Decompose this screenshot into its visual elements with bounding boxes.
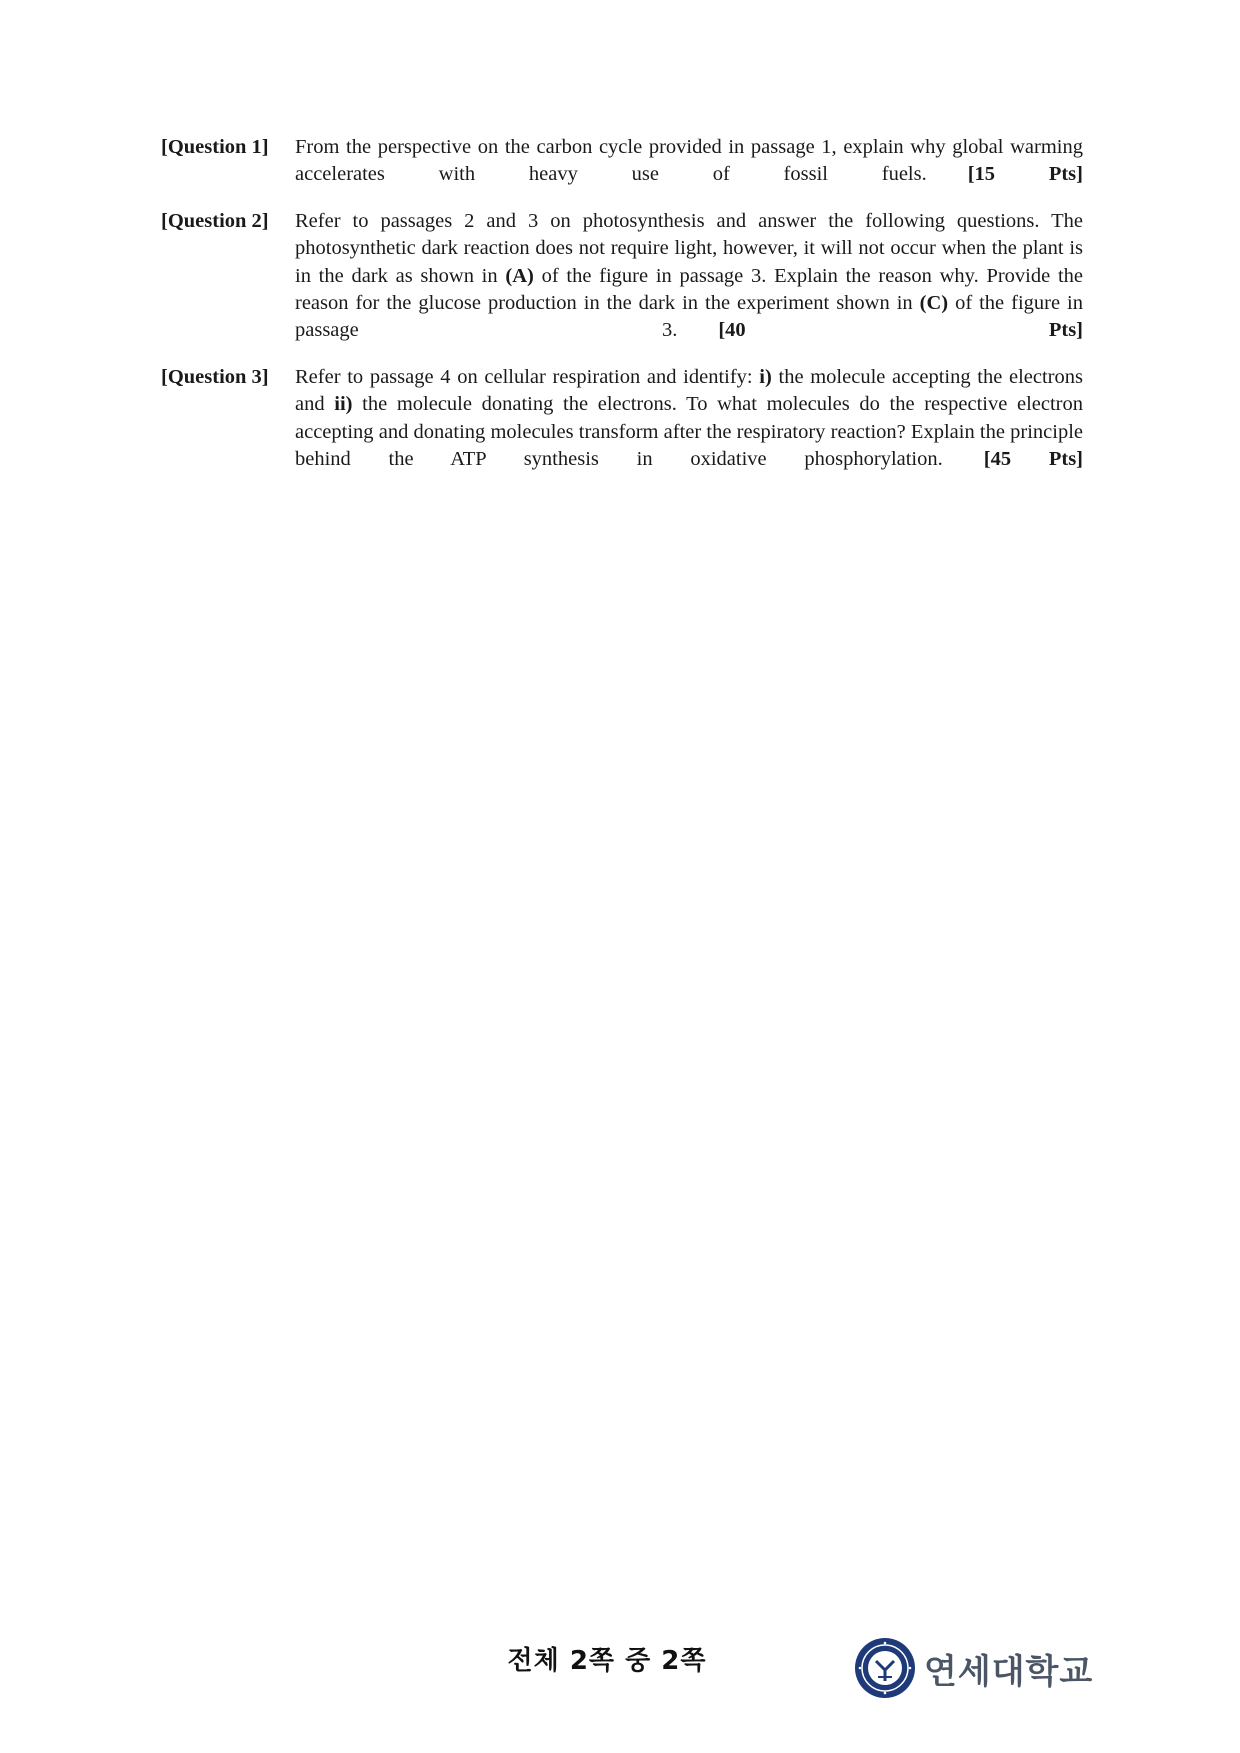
question-emphasis: (C) xyxy=(919,292,949,315)
question-list xyxy=(161,134,1083,492)
question-label: [Question 3] xyxy=(161,365,269,388)
university-name: 연세대학교 xyxy=(924,1651,1094,1692)
question-text xyxy=(295,364,1083,474)
question-label: [Question 2] xyxy=(161,209,269,232)
question-item xyxy=(161,364,1083,474)
question-points: [40 Pts] xyxy=(718,319,1083,342)
question-text-segment: the molecule accepting the electrons and xyxy=(295,365,1083,416)
page-indicator-text: 전체 2쪽 중 2쪽 xyxy=(507,1646,707,1676)
question-text-segment: Refer to passages 2 and 3 on photosynthesis and answer the following questions. The photosynthetic dark reaction does not require light, however, it will not occur when the plant is in the dark as shown in xyxy=(295,209,1083,287)
question-item xyxy=(161,208,1083,345)
yonsei-university-seal-icon xyxy=(854,1637,916,1699)
question-text-segment: From the perspective on the carbon cycle provided in passage 1, explain why global warming accelerates with heavy use of fossil fuels. xyxy=(295,136,1083,186)
question-text-segment: the molecule donating the electrons. To what molecules do the respective electron accepting and donating molecules transform after the respiratory reaction? Explain the principle behind the ATP synthesis in oxidative phosphorylation. xyxy=(295,393,1083,471)
university-logo xyxy=(854,1637,1093,1699)
question-text xyxy=(295,208,1083,345)
question-emphasis: i) xyxy=(759,365,772,388)
question-points: [45 Pts] xyxy=(983,448,1084,471)
question-text xyxy=(295,134,1083,189)
question-text-segment: Refer to passage 4 on cellular respiration and identify: xyxy=(295,365,760,388)
question-emphasis: (A) xyxy=(505,264,534,287)
question-item xyxy=(161,134,1083,189)
question-text-segment: of the figure in passage 3. Explain the reason why. Provide the reason for the glucose production in the dark in the experiment shown in xyxy=(295,264,1083,315)
question-label: [Question 1] xyxy=(161,136,269,158)
question-points: [15 Pts] xyxy=(967,163,1083,186)
question-emphasis: ii) xyxy=(334,393,353,416)
question-text-segment: of the figure in passage 3. xyxy=(295,292,1083,342)
